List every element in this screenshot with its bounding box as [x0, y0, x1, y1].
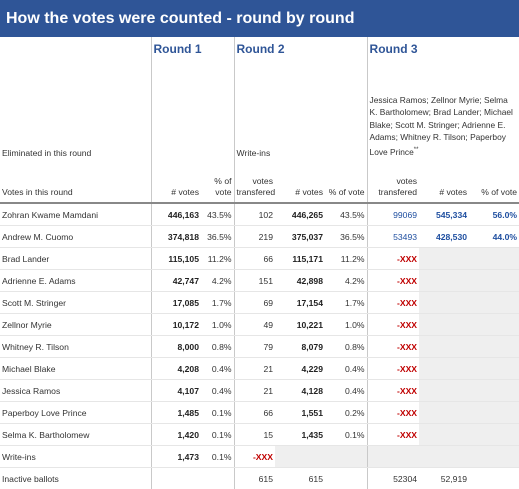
r2-votes — [275, 446, 325, 468]
r3-transfered-header: votes transfered — [367, 164, 419, 203]
round-3-eliminated — [367, 62, 519, 164]
r3-transfered — [367, 446, 419, 468]
candidate-name: Selma K. Bartholomew — [0, 424, 151, 446]
r1-pct: 36.5% — [201, 226, 234, 248]
r3-votes — [419, 292, 469, 314]
table-row — [0, 203, 519, 226]
candidate-name: Zohran Kwame Mamdani — [0, 203, 151, 226]
r3-pct-header: % of vote — [469, 164, 519, 203]
r2-transfered: 151 — [234, 270, 275, 292]
r2-transfered-header: votes transfered — [234, 164, 275, 203]
round-header-blank — [0, 37, 151, 62]
r1-votes: 4,208 — [151, 358, 201, 380]
candidate-name: Adrienne E. Adams — [0, 270, 151, 292]
r3-votes — [419, 270, 469, 292]
table-row — [0, 314, 519, 336]
r1-votes: 42,747 — [151, 270, 201, 292]
r3-pct — [469, 270, 519, 292]
r1-pct: 43.5% — [201, 203, 234, 226]
r3-pct — [469, 358, 519, 380]
r3-pct: 44.0% — [469, 226, 519, 248]
r3-pct — [469, 292, 519, 314]
r3-transfered: -XXX — [367, 248, 419, 270]
candidate-name: Whitney R. Tilson — [0, 336, 151, 358]
r2-pct: 0.1% — [325, 424, 367, 446]
r3-transfered: -XXX — [367, 380, 419, 402]
r2-transfered: 219 — [234, 226, 275, 248]
r1-votes: 8,000 — [151, 336, 201, 358]
votes-in-round-header: Votes in this round — [0, 164, 151, 203]
r2-transfered: 49 — [234, 314, 275, 336]
r3-votes — [419, 358, 469, 380]
r3-pct — [469, 446, 519, 468]
r2-votes: 375,037 — [275, 226, 325, 248]
table-row — [0, 380, 519, 402]
r1-pct: 0.4% — [201, 358, 234, 380]
r2-votes-header: # votes — [275, 164, 325, 203]
r1-pct: 0.8% — [201, 336, 234, 358]
table-row — [0, 270, 519, 292]
r1-pct: 0.1% — [201, 402, 234, 424]
writeins-row — [0, 446, 519, 468]
round-header-row — [0, 37, 519, 62]
candidate-name: Zellnor Myrie — [0, 314, 151, 336]
results-table — [0, 37, 519, 489]
r3-votes — [419, 380, 469, 402]
r2-pct: 4.2% — [325, 270, 367, 292]
r2-votes: 1,435 — [275, 424, 325, 446]
r2-pct: 0.2% — [325, 402, 367, 424]
r2-votes: 4,128 — [275, 380, 325, 402]
candidate-name: Inactive ballots — [0, 468, 151, 489]
r3-pct — [469, 380, 519, 402]
table-row — [0, 226, 519, 248]
r2-transfered: 66 — [234, 248, 275, 270]
results-table-wrapper — [0, 37, 519, 471]
r2-votes: 1,551 — [275, 402, 325, 424]
r2-pct — [325, 446, 367, 468]
candidate-name: Jessica Ramos — [0, 380, 151, 402]
r2-votes: 17,154 — [275, 292, 325, 314]
table-row — [0, 248, 519, 270]
candidate-name: Andrew M. Cuomo — [0, 226, 151, 248]
r1-votes: 374,818 — [151, 226, 201, 248]
r2-pct: 11.2% — [325, 248, 367, 270]
r2-votes: 115,171 — [275, 248, 325, 270]
r3-votes — [419, 248, 469, 270]
eliminated-row — [0, 62, 519, 164]
candidate-name: Brad Lander — [0, 248, 151, 270]
r1-votes-header: # votes — [151, 164, 201, 203]
round-3-header: Round 3 — [367, 37, 519, 62]
r3-transfered: -XXX — [367, 402, 419, 424]
candidate-name: Michael Blake — [0, 358, 151, 380]
r3-transfered: 53493 — [367, 226, 419, 248]
r3-transfered: -XXX — [367, 358, 419, 380]
r2-transfered: 15 — [234, 424, 275, 446]
r3-pct — [469, 424, 519, 446]
r3-pct — [469, 402, 519, 424]
r3-pct — [469, 248, 519, 270]
r2-votes: 615 — [275, 468, 325, 489]
r2-pct: 0.8% — [325, 336, 367, 358]
r1-votes: 4,107 — [151, 380, 201, 402]
r2-transfered: 21 — [234, 380, 275, 402]
r1-pct: 0.1% — [201, 424, 234, 446]
r2-pct: 36.5% — [325, 226, 367, 248]
r2-votes: 8,079 — [275, 336, 325, 358]
r1-pct: 4.2% — [201, 270, 234, 292]
candidate-rows — [0, 203, 519, 446]
round-2-header: Round 2 — [234, 37, 367, 62]
r1-votes: 10,172 — [151, 314, 201, 336]
r3-votes-header: # votes — [419, 164, 469, 203]
r1-votes: 1,473 — [151, 446, 201, 468]
r2-transfered: 66 — [234, 402, 275, 424]
table-row — [0, 336, 519, 358]
r3-votes — [419, 402, 469, 424]
r3-transfered: 52304 — [367, 468, 419, 489]
r2-pct: 0.4% — [325, 380, 367, 402]
r2-pct-header: % of vote — [325, 164, 367, 203]
round-1-header: Round 1 — [151, 37, 234, 62]
r3-votes — [419, 336, 469, 358]
r2-pct: 43.5% — [325, 203, 367, 226]
r1-votes: 115,105 — [151, 248, 201, 270]
r2-votes: 446,265 — [275, 203, 325, 226]
r3-pct — [469, 314, 519, 336]
r3-transfered: 99069 — [367, 203, 419, 226]
candidate-name: Paperboy Love Prince — [0, 402, 151, 424]
r3-votes: 545,334 — [419, 203, 469, 226]
r1-pct: 1.0% — [201, 314, 234, 336]
table-title: How the votes were counted - round by round — [0, 0, 519, 37]
r3-pct: 56.0% — [469, 203, 519, 226]
r2-pct: 1.7% — [325, 292, 367, 314]
r2-transfered: 102 — [234, 203, 275, 226]
r3-pct — [469, 336, 519, 358]
eliminated-label: Eliminated in this round — [0, 62, 151, 164]
candidate-name: Scott M. Stringer — [0, 292, 151, 314]
r2-transfered: 69 — [234, 292, 275, 314]
r1-votes: 446,163 — [151, 203, 201, 226]
table-row — [0, 292, 519, 314]
r1-pct: 11.2% — [201, 248, 234, 270]
round-2-eliminated: Write-ins — [234, 62, 367, 164]
round-1-eliminated — [151, 62, 234, 164]
column-header-row — [0, 164, 519, 203]
r1-pct: 1.7% — [201, 292, 234, 314]
r1-pct: 0.4% — [201, 380, 234, 402]
r3-votes: 428,530 — [419, 226, 469, 248]
round-3-eliminated-text: Jessica Ramos; Zellnor Myrie; Selma K. Bartholomew; Brad Lander; Michael Blake; Scott M. Stringer; Adrienne E. Adams; Whitney R. Tilson; Paperboy Love Prince — [370, 95, 513, 157]
r2-pct: 1.0% — [325, 314, 367, 336]
r2-transfered: 615 — [234, 468, 275, 489]
r2-votes: 10,221 — [275, 314, 325, 336]
r2-votes: 42,898 — [275, 270, 325, 292]
candidate-name: Write-ins — [0, 446, 151, 468]
r1-votes: 1,485 — [151, 402, 201, 424]
r3-transfered: -XXX — [367, 292, 419, 314]
r3-transfered: -XXX — [367, 314, 419, 336]
footnote-mark: ** — [414, 147, 419, 153]
r3-votes — [419, 446, 469, 468]
r1-pct: 0.1% — [201, 446, 234, 468]
r2-transfered: 21 — [234, 358, 275, 380]
table-row — [0, 424, 519, 446]
r3-votes — [419, 424, 469, 446]
r3-transfered: -XXX — [367, 336, 419, 358]
table-row — [0, 402, 519, 424]
r2-pct: 0.4% — [325, 358, 367, 380]
table-row — [0, 358, 519, 380]
r2-votes: 4,229 — [275, 358, 325, 380]
r3-transfered: -XXX — [367, 270, 419, 292]
r2-transfered: -XXX — [234, 446, 275, 468]
r3-transfered: -XXX — [367, 424, 419, 446]
r3-votes: 52,919 — [419, 468, 469, 489]
r1-votes: 1,420 — [151, 424, 201, 446]
r1-pct-header: % of vote — [201, 164, 234, 203]
r3-votes — [419, 314, 469, 336]
r1-votes: 17,085 — [151, 292, 201, 314]
r2-transfered: 79 — [234, 336, 275, 358]
